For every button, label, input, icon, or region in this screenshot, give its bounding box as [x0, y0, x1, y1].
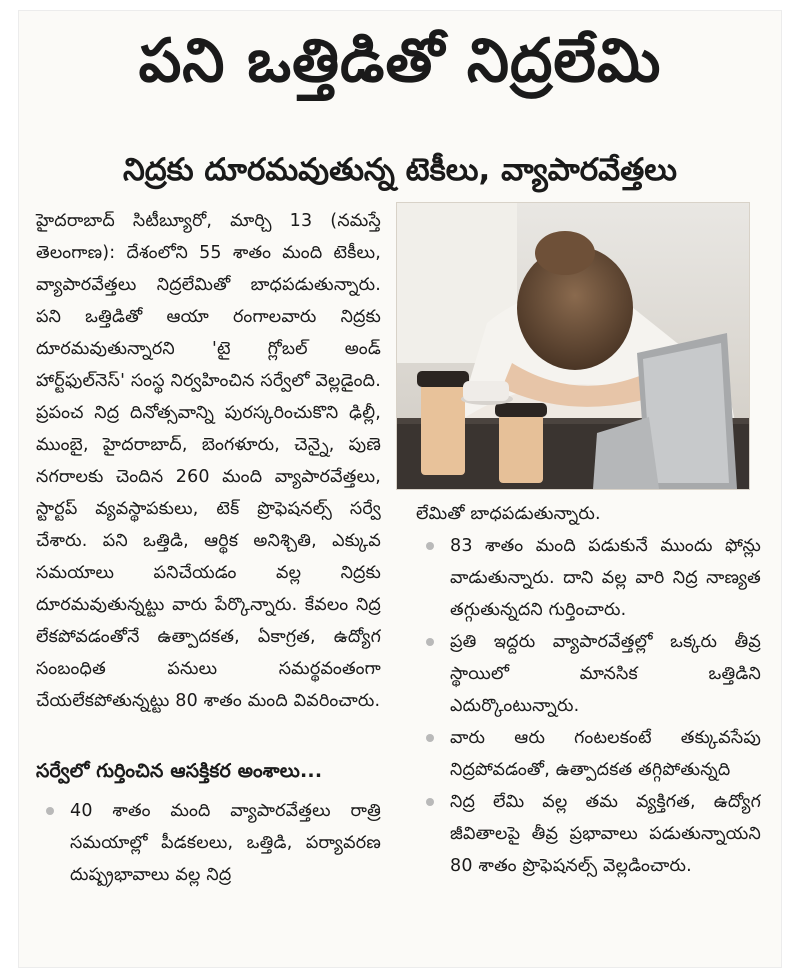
bullet-dot-icon: [46, 807, 54, 815]
bullet-dot-icon: [426, 798, 434, 806]
right-column: [416, 498, 761, 882]
bullet-item-5: [416, 786, 761, 882]
bullet-dot-icon: [426, 638, 434, 646]
bullet-text: ప్రతి ఇద్దరు వ్యాపారవేత్తల్లో ఒక్కరు తీవ్ర స్థాయిలో మానసిక ఒత్తిడిని ఎదుర్కొంటున్నారు.: [450, 632, 761, 716]
tired-woman-with-coffee-image: [397, 203, 749, 489]
left-column: [36, 205, 381, 891]
bullet-item-4: [416, 722, 761, 786]
headline: పని ఒత్తిడితో నిద్రలేమి: [138, 26, 662, 96]
bullet-dot-icon: [426, 542, 434, 550]
section-title: సర్వేలో గుర్తించిన ఆసక్తికర అంశాలు...: [36, 760, 323, 782]
bullet-text: నిద్ర లేమి వల్ల తమ వ్యక్తిగత, ఉద్యోగ జీవితాలపై తీవ్ర ప్రభావాలు పడుతున్నాయని 80 శాతం ప్రొఫెషనల్స్ వెల్లడించారు.: [450, 792, 761, 876]
news-clipping: [18, 10, 782, 968]
bullet-item-2: [416, 530, 761, 626]
bullet-text: 83 శాతం మంది పడుకునే ముందు ఫోన్లు వాడుతున్నారు. దాని వల్ల వారి నిద్ర నాణ్యత తగ్గుతున్నదని గుర్తించారు.: [450, 536, 761, 620]
bullet-text: 40 శాతం మంది వ్యాపారవేత్తలు రాత్రి సమయాల్లో పీడకలలు, ఒత్తిడి, పర్యావరణ దుష్ప్రభావాలు వల్ల నిద్ర: [70, 801, 381, 885]
subheadline: నిద్రకు దూరమవుతున్న టెకీలు, వ్యాపారవేత్తలు: [123, 152, 677, 188]
bullet-text: వారు ఆరు గంటలకంటే తక్కువసేపు నిద్రపోవడంతో, ఉత్పాదకత తగ్గిపోతున్నది: [450, 728, 761, 780]
article-photo: [396, 202, 750, 490]
bullet-dot-icon: [426, 734, 434, 742]
bullet-item-3: [416, 626, 761, 722]
bullet-1-continued: లేమితో బాధపడుతున్నారు.: [416, 504, 601, 524]
bullet-item-1: [36, 795, 381, 891]
article-body: హైదరాబాద్ సిటీబ్యూరో, మార్చి 13 (నమస్తే తెలంగాణ): దేశంలోని 55 శాతం మంది టెకీలు, వ్యాపారవేత్తలు నిద్రలేమితో బాధపడుతున్నారు. పని ఒత్తిడితో ఆయా రంగాలవారు నిద్రకు దూరమవుతున్నారని 'టై గ్లోబల్ అండ్ హార్ట్‌ఫుల్‌నెస్' సంస్థ నిర్వహించిన సర్వేలో వెల్లడైంది. ప్రపంచ నిద్ర దినోత్సవాన్ని పురస్కరించుకొని ఢిల్లీ, ముంబై, హైదరాబాద్, బెంగళూరు, చెన్నై, పుణె నగరాలకు చెందిన 260 మంది వ్యాపారవేత్తలు, స్టార్టప్ వ్యవస్థాపకులు, టెక్ ప్రొఫెషనల్స్ సర్వే చేశారు. పని ఒత్తిడి, ఆర్థిక అనిశ్చితి, ఎక్కువ సమయాలు పనిచేయడం వల్ల నిద్రకు దూరమవుతున్నట్టు వారు పేర్కొన్నారు. కేవలం నిద్ర లేకపోవడంతోనే ఉత్పాదకత, ఏకాగ్రత, ఉద్యోగ సంబంధిత పనులు సమర్థవంతంగా చేయలేకపోతున్నట్టు 80 శాతం మంది వివరించారు.: [36, 211, 382, 711]
